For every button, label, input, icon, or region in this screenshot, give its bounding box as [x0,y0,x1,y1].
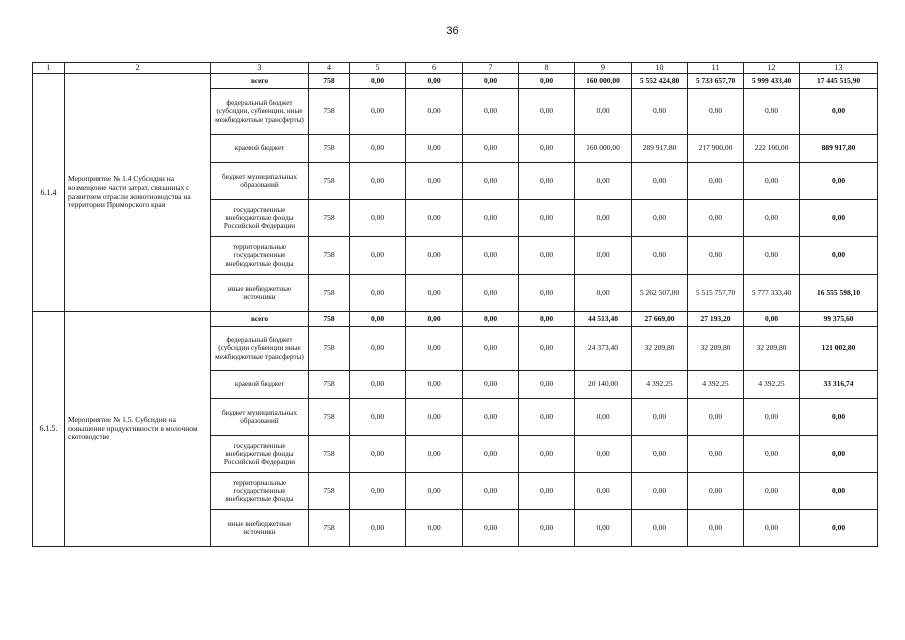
value-cell: 758 [309,312,350,327]
table-body [33,74,878,547]
funding-source: бюджет муниципальных образований [211,163,309,200]
value-cell: 0,00 [519,436,575,473]
value-cell: 0,00 [519,399,575,436]
value-cell: 0,00 [575,399,632,436]
column-number-header: 9 [575,63,632,74]
value-cell: 0,00 [519,89,575,135]
value-cell: 0,00 [406,436,463,473]
value-cell: 5 515 757,70 [688,275,744,312]
value-cell: 0,00 [632,89,688,135]
value-cell: 758 [309,275,350,312]
value-cell: 0,00 [632,473,688,510]
value-cell: 0,00 [519,200,575,237]
table-row [33,74,878,89]
funding-source: иные внебюджетные источники [211,275,309,312]
value-cell: 0,00 [744,510,800,547]
value-cell: 0,00 [632,163,688,200]
value-cell: 4 392,25 [688,371,744,399]
funding-source: государственные внебюджетные фонды Российской Федерации [211,200,309,237]
value-cell: 758 [309,135,350,163]
value-cell: 0,00 [688,510,744,547]
value-cell: 0,00 [350,200,406,237]
value-cell: 0,00 [406,237,463,275]
value-cell: 0,00 [519,74,575,89]
value-cell: 0,00 [406,200,463,237]
value-cell: 16 555 598,10 [800,275,878,312]
value-cell: 758 [309,436,350,473]
value-cell: 0,00 [406,510,463,547]
value-cell: 32 209,80 [744,327,800,371]
value-cell: 5 262 507,00 [632,275,688,312]
value-cell: 0,00 [800,436,878,473]
column-number-header: 6 [406,63,463,74]
column-number-header: 11 [688,63,744,74]
value-cell: 0,00 [688,200,744,237]
value-cell: 0,00 [406,327,463,371]
value-cell: 0,00 [406,89,463,135]
value-cell: 0,00 [350,163,406,200]
funding-source: всего [211,312,309,327]
section-number: 6.1.4 [33,74,65,312]
value-cell: 121 002,80 [800,327,878,371]
value-cell: 0,00 [463,371,519,399]
value-cell: 0,00 [406,473,463,510]
value-cell: 0,00 [575,436,632,473]
budget-table [32,62,878,547]
value-cell: 0,00 [350,436,406,473]
value-cell: 4 392,25 [744,371,800,399]
value-cell: 44 513,40 [575,312,632,327]
value-cell: 0,00 [406,163,463,200]
value-cell: 0,00 [744,436,800,473]
value-cell: 5 777 333,40 [744,275,800,312]
value-cell: 0,00 [519,371,575,399]
column-number-header: 2 [65,63,211,74]
value-cell: 0,00 [744,399,800,436]
funding-source: территориальные государственные внебюджетные фонды [211,473,309,510]
value-cell: 0,00 [463,399,519,436]
value-cell: 4 392,25 [632,371,688,399]
funding-source: федеральный бюджет (субсидии, субвенции, иные межбюджетные трансферты) [211,89,309,135]
value-cell: 0,00 [744,163,800,200]
column-number-header: 8 [519,63,575,74]
value-cell: 0,00 [406,312,463,327]
column-number-header: 12 [744,63,800,74]
value-cell: 0,00 [350,510,406,547]
section-number: 6.1.5. [33,312,65,547]
funding-source: всего [211,74,309,89]
value-cell: 27 193,20 [688,312,744,327]
value-cell: 0,00 [406,371,463,399]
value-cell: 0,00 [406,74,463,89]
column-number-header: 10 [632,63,688,74]
value-cell: 0,00 [744,237,800,275]
value-cell: 0,00 [632,200,688,237]
column-number-header: 3 [211,63,309,74]
value-cell: 0,00 [463,200,519,237]
value-cell: 0,00 [800,163,878,200]
value-cell: 24 373,40 [575,327,632,371]
value-cell: 0,00 [688,237,744,275]
funding-source: государственные внебюджетные фонды Российской Федерации [211,436,309,473]
value-cell: 0,00 [519,510,575,547]
value-cell: 0,00 [744,312,800,327]
value-cell: 32 209,80 [688,327,744,371]
value-cell: 758 [309,327,350,371]
column-number-header: 13 [800,63,878,74]
value-cell: 0,00 [688,436,744,473]
value-cell: 0,00 [519,327,575,371]
value-cell: 0,00 [800,473,878,510]
column-number-header: 5 [350,63,406,74]
value-cell: 0,00 [744,200,800,237]
value-cell: 0,00 [406,135,463,163]
table-row [33,312,878,327]
value-cell: 33 316,74 [800,371,878,399]
value-cell: 0,00 [463,312,519,327]
value-cell: 758 [309,89,350,135]
value-cell: 0,00 [800,237,878,275]
value-cell: 0,00 [350,275,406,312]
value-cell: 0,00 [463,327,519,371]
value-cell: 0,00 [744,473,800,510]
value-cell: 0,00 [632,510,688,547]
value-cell: 0,00 [519,312,575,327]
value-cell: 0,00 [350,135,406,163]
value-cell: 217 900,00 [688,135,744,163]
value-cell: 0,00 [350,89,406,135]
funding-source: краевой бюджет [211,135,309,163]
page-number: 36 [446,25,459,37]
value-cell: 0,00 [350,399,406,436]
column-number-header: 1 [33,63,65,74]
value-cell: 0,00 [350,74,406,89]
value-cell: 758 [309,510,350,547]
value-cell: 0,00 [800,510,878,547]
value-cell: 889 917,80 [800,135,878,163]
column-number-header: 7 [463,63,519,74]
value-cell: 27 669,00 [632,312,688,327]
value-cell: 758 [309,237,350,275]
value-cell: 0,00 [632,436,688,473]
section-description: Мероприятие № 1.4 Субсидии на возмещение части затрат, связанных с развитием отрасли животноводства на территории Приморского края [65,74,211,312]
value-cell: 0,00 [575,237,632,275]
value-cell: 0,00 [463,135,519,163]
funding-source: бюджет муниципальных образований [211,399,309,436]
value-cell: 0,00 [575,89,632,135]
funding-source: краевой бюджет [211,371,309,399]
value-cell: 0,00 [463,89,519,135]
value-cell: 0,00 [575,163,632,200]
value-cell: 758 [309,399,350,436]
value-cell: 0,00 [463,436,519,473]
value-cell: 160 000,00 [575,135,632,163]
value-cell: 0,00 [800,89,878,135]
value-cell: 0,00 [575,510,632,547]
section-description: Мероприятие № 1.5. Субсидии на повышение продуктивности в молочном скотоводстве [65,312,211,547]
value-cell: 99 375,60 [800,312,878,327]
value-cell: 758 [309,163,350,200]
value-cell: 0,00 [688,163,744,200]
column-number-header: 4 [309,63,350,74]
value-cell: 0,00 [350,371,406,399]
value-cell: 758 [309,74,350,89]
funding-source: иные внебюджетные источники [211,510,309,547]
value-cell: 0,00 [519,237,575,275]
funding-source: федеральный бюджет (субсидии субвенции иные межбюджетные трансферты) [211,327,309,371]
value-cell: 289 917,80 [632,135,688,163]
value-cell: 758 [309,473,350,510]
value-cell: 20 140,00 [575,371,632,399]
value-cell: 0,00 [575,473,632,510]
value-cell: 0,00 [575,275,632,312]
value-cell: 5 999 433,40 [744,74,800,89]
value-cell: 0,00 [688,399,744,436]
funding-source: территориальные государственные внебюджетные фонды [211,237,309,275]
value-cell: 0,00 [463,74,519,89]
value-cell: 0,00 [632,399,688,436]
value-cell: 32 209,80 [632,327,688,371]
value-cell: 758 [309,371,350,399]
value-cell: 222 100,00 [744,135,800,163]
value-cell: 0,00 [519,135,575,163]
value-cell: 0,00 [800,399,878,436]
value-cell: 0,00 [406,399,463,436]
value-cell: 0,00 [350,237,406,275]
value-cell: 0,00 [519,275,575,312]
value-cell: 0,00 [406,275,463,312]
value-cell: 5 552 424,80 [632,74,688,89]
value-cell: 0,00 [350,327,406,371]
value-cell: 758 [309,200,350,237]
value-cell: 0,00 [463,163,519,200]
value-cell: 0,00 [688,89,744,135]
value-cell: 0,00 [463,510,519,547]
value-cell: 0,00 [350,473,406,510]
value-cell: 0,00 [632,237,688,275]
value-cell: 0,00 [463,275,519,312]
value-cell: 0,00 [350,312,406,327]
value-cell: 0,00 [744,89,800,135]
value-cell: 0,00 [800,200,878,237]
value-cell: 0,00 [463,237,519,275]
value-cell: 0,00 [519,163,575,200]
value-cell: 160 000,00 [575,74,632,89]
value-cell: 0,00 [463,473,519,510]
value-cell: 17 445 515,90 [800,74,878,89]
value-cell: 5 733 657,70 [688,74,744,89]
column-number-row [33,63,878,74]
value-cell: 0,00 [519,473,575,510]
value-cell: 0,00 [575,200,632,237]
value-cell: 0,00 [688,473,744,510]
